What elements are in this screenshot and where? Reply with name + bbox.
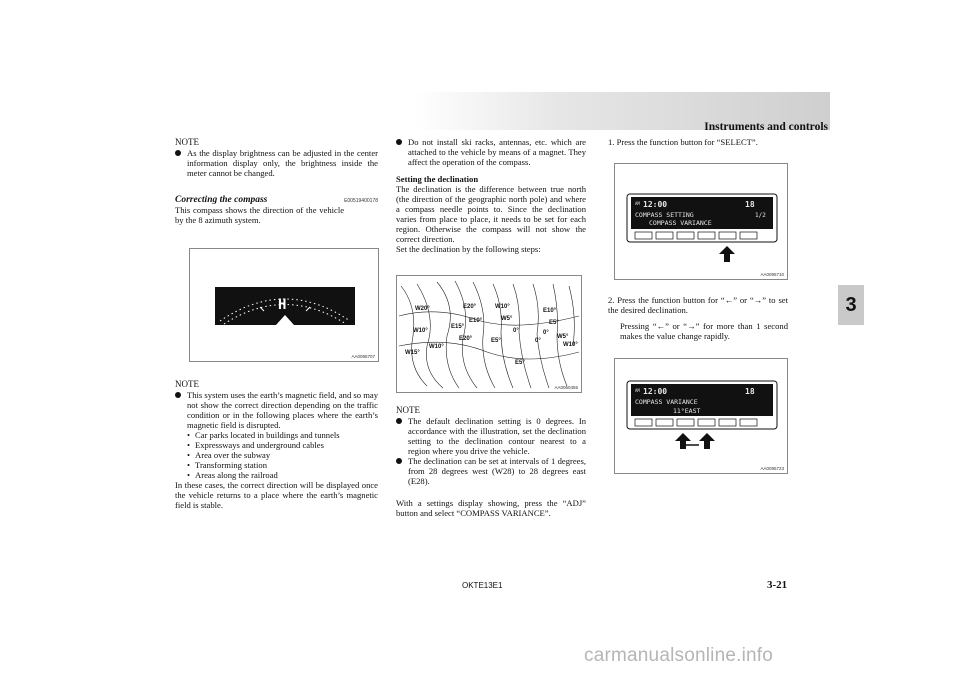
map-label: W20° bbox=[415, 306, 430, 312]
figure-code: AA0095723 bbox=[760, 466, 784, 471]
bullet-icon bbox=[396, 139, 402, 145]
map-label: E20° bbox=[459, 336, 473, 342]
note-bullet: As the display brightness can be adjusted in the center information display only, the brightness inside the meter cannot be changed. bbox=[175, 148, 378, 178]
svg-text:12:00: 12:00 bbox=[643, 387, 668, 396]
step-2: 2. Press the function button for “←” or “→” to set the desired declination. bbox=[608, 295, 788, 315]
note-label: NOTE bbox=[175, 137, 199, 147]
map-label: W10° bbox=[429, 344, 444, 350]
map-label: E10° bbox=[469, 318, 483, 324]
svg-text:AM: AM bbox=[635, 201, 640, 206]
closing-text: In these cases, the correct direction will be displayed once the vehicle returns to a place where the earth’s magnetic field is stable. bbox=[175, 480, 378, 510]
arrow-up-icon bbox=[699, 433, 715, 449]
section-code: E00519400178 bbox=[344, 198, 378, 204]
place-item: • Areas along the railroad bbox=[187, 470, 278, 480]
bullet-icon bbox=[175, 150, 181, 156]
svg-text:18: 18 bbox=[745, 200, 755, 209]
chapter-tab: 3 bbox=[838, 285, 864, 325]
place-item: • Transforming station bbox=[187, 460, 268, 470]
note-label: NOTE bbox=[175, 379, 199, 389]
section-title: Instruments and controls bbox=[704, 121, 828, 133]
declination-map-figure bbox=[396, 275, 582, 393]
note-bullet: The default declination setting is 0 degrees. In accordance with the illustration, set the declination setting to the declination contour nearest to a region where you drive the vehicle. bbox=[396, 416, 586, 456]
body-text: The declination is the difference between true north (the direction of the geographic north pole) and where a compass needle points to. Since the declination varies from place to place, it needs to be set for each region. Otherwise the compass will not show the correct direction. bbox=[396, 184, 586, 244]
page-number: 3-21 bbox=[767, 579, 788, 591]
note-label: NOTE bbox=[396, 405, 420, 415]
svg-text:AM: AM bbox=[635, 388, 640, 393]
intro-text: This compass shows the direction of the vehicle by the 8 azimuth system. bbox=[175, 205, 345, 225]
map-label: W10° bbox=[563, 342, 578, 348]
left-column bbox=[175, 137, 378, 225]
section-heading: Correcting the compass bbox=[175, 195, 268, 205]
arrow-up-icon bbox=[719, 246, 735, 262]
step-2-detail: Pressing “←” or “→” for more than 1 second makes the value change rapidly. bbox=[620, 321, 788, 341]
map-label: E20° bbox=[463, 304, 477, 310]
map-label: W5° bbox=[557, 334, 569, 340]
compass-display-illustration bbox=[190, 249, 378, 361]
section-heading: Setting the declination bbox=[396, 174, 479, 184]
bullet-icon bbox=[175, 392, 181, 398]
middle-column bbox=[396, 137, 586, 254]
map-label: E15° bbox=[451, 324, 465, 330]
compass-display-figure bbox=[189, 248, 379, 362]
place-item: • Car parks located in buildings and tunnels bbox=[187, 430, 340, 440]
info-display-illustration bbox=[615, 164, 787, 279]
map-label: 0° bbox=[535, 338, 541, 344]
map-label: E5° bbox=[549, 320, 559, 326]
map-label: E5° bbox=[491, 338, 501, 344]
step-1: 1. Press the function button for “SELECT”. bbox=[608, 137, 758, 147]
watermark: carmanualsonline.info bbox=[584, 645, 774, 666]
note-bullet: The declination can be set at intervals of 1 degrees, from 28 degrees west (W28) to 28 degrees east (E28). bbox=[396, 456, 586, 486]
svg-text:1/2: 1/2 bbox=[755, 212, 766, 219]
map-label: W5° bbox=[501, 316, 513, 322]
map-label: E10° bbox=[543, 308, 557, 314]
place-item: • Expressways and underground cables bbox=[187, 440, 324, 450]
map-label: 0° bbox=[513, 328, 519, 334]
svg-text:COMPASS SETTING: COMPASS SETTING bbox=[635, 211, 694, 219]
svg-text:12:00: 12:00 bbox=[643, 200, 668, 209]
display-figure-select bbox=[614, 163, 788, 280]
arrow-up-icon bbox=[675, 433, 691, 449]
map-label: W15° bbox=[405, 350, 420, 356]
document-code: OKTE13E1 bbox=[462, 581, 503, 590]
svg-text:11°EAST: 11°EAST bbox=[673, 407, 701, 415]
display-figure-variance bbox=[614, 358, 788, 474]
right-column bbox=[608, 137, 788, 147]
svg-text:H: H bbox=[278, 297, 287, 313]
bullet-item: Do not install ski racks, antennas, etc. which are attached to the vehicle by means of a magnet. They affect the operation of the compass. bbox=[396, 137, 586, 167]
figure-code: AA0095707 bbox=[351, 354, 375, 359]
map-label: E5° bbox=[515, 360, 525, 366]
info-display-illustration bbox=[615, 359, 787, 473]
map-label: W10° bbox=[413, 328, 428, 334]
body-text-2: Set the declination by the following steps: bbox=[396, 244, 541, 254]
svg-text:COMPASS VARIANCE: COMPASS VARIANCE bbox=[635, 398, 698, 406]
declination-map bbox=[397, 276, 581, 392]
note-bullet: This system uses the earth’s magnetic field, and so may not show the correct direction depending on the traffic condition or in the following places where the earth’s magnetic field is disrupted. bbox=[175, 390, 378, 430]
figure-code: AA0060455 bbox=[554, 385, 578, 390]
middle-column-note bbox=[396, 405, 586, 518]
figure-code: AA0095710 bbox=[760, 272, 784, 277]
right-column-step2 bbox=[608, 295, 788, 341]
place-item: • Area over the subway bbox=[187, 450, 271, 460]
bullet-icon bbox=[396, 458, 402, 464]
map-label: 0° bbox=[543, 330, 549, 336]
svg-text:COMPASS VARIANCE: COMPASS VARIANCE bbox=[649, 219, 712, 227]
closing-text: With a settings display showing, press the “ADJ” button and select “COMPASS VARIANCE”. bbox=[396, 498, 586, 518]
bullet-icon bbox=[396, 418, 402, 424]
left-column-note bbox=[175, 379, 378, 510]
svg-text:18: 18 bbox=[745, 387, 755, 396]
map-label: W10° bbox=[495, 304, 510, 310]
